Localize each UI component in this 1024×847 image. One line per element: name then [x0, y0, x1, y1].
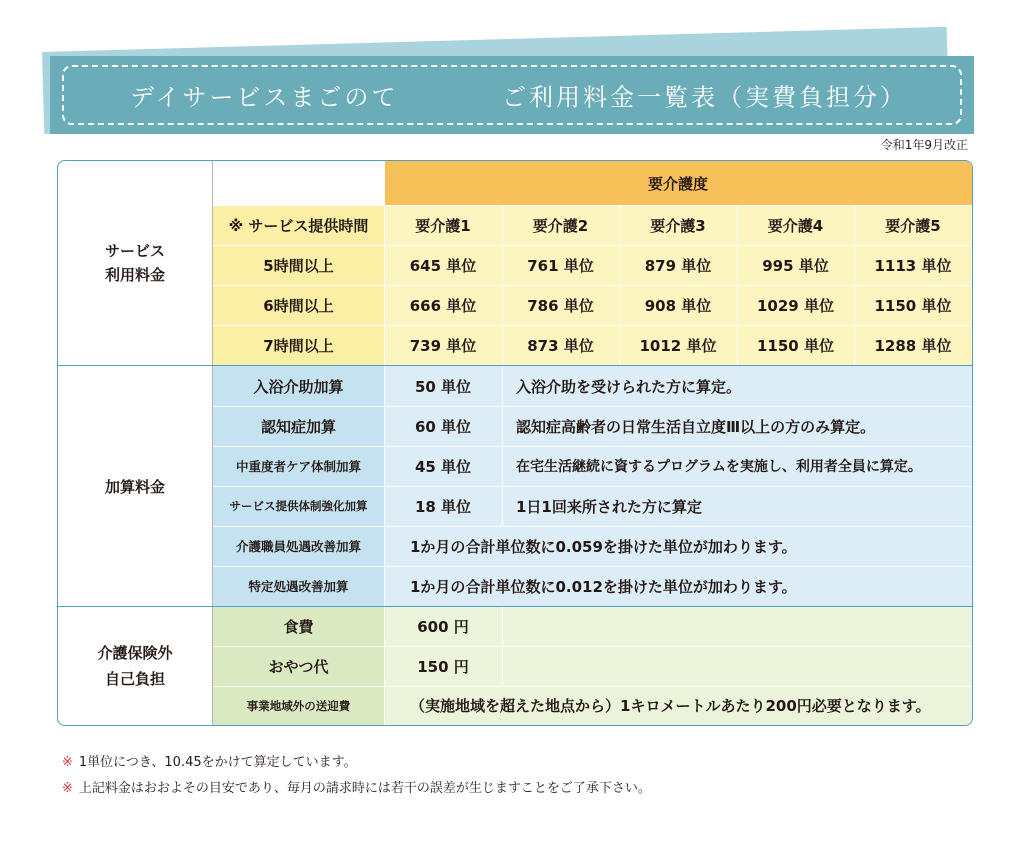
addon-description: 在宅生活継続に資するプログラムを実施し、利用者全員に算定。 [502, 446, 972, 486]
note-text: 上記料金はおおよその目安であり、毎月の請求時には若干の誤差が生じますことをご了承下さい。 [78, 781, 651, 796]
addon-description: 1か月の合計単位数に0.012を掛けた単位が加わります。 [384, 566, 972, 606]
fee-cell: 995 単位 [737, 245, 854, 285]
time-header: ※ サービス提供時間 [213, 205, 384, 245]
fee-table [57, 160, 973, 726]
addon-description: 1日1回来所された方に算定 [502, 486, 972, 526]
grid-line [213, 205, 972, 206]
page-title: ご利用料金一覧表（実費負担分） [502, 83, 907, 112]
expense-price: 150 円 [384, 646, 502, 686]
note-mark: ※ [62, 781, 73, 796]
level-header-1: 要介護1 [384, 205, 502, 245]
section-divider [58, 365, 972, 366]
expense-blank [502, 646, 972, 686]
fee-cell: 879 単位 [619, 245, 737, 285]
fee-cell: 1150 単位 [737, 325, 854, 365]
addon-description: 認知症高齢者の日常生活自立度Ⅲ以上の方のみ算定。 [502, 406, 972, 446]
fee-cell: 645 単位 [384, 245, 502, 285]
addon-units: 18 単位 [384, 486, 502, 526]
grid-line [213, 285, 972, 286]
fee-cell: 739 単位 [384, 325, 502, 365]
grid-line [213, 486, 972, 487]
expense-name: 食費 [213, 607, 384, 646]
section-label-out-of-insurance: 介護保険外 自己負担 [97, 643, 173, 688]
title-banner [50, 56, 974, 134]
note-1 [62, 751, 357, 770]
addon-description: 1か月の合計単位数に0.059を掛けた単位が加わります。 [384, 526, 972, 566]
level-header-4: 要介護4 [737, 205, 854, 245]
section-label-service-fee: サービス 利用料金 [104, 242, 165, 284]
expense-name: おやつ代 [213, 646, 384, 686]
expense-name: 事業地域外の送迎費 [213, 686, 384, 725]
level-header-5: 要介護5 [854, 205, 972, 245]
addon-name: 介護職員処遇改善加算 [213, 526, 384, 566]
time-row-label: 6時間以上 [213, 285, 384, 325]
addon-description: 入浴介助を受けられた方に算定。 [502, 366, 972, 406]
expense-price: 600 円 [384, 607, 502, 646]
grid-line [213, 406, 972, 407]
fee-cell: 1012 単位 [619, 325, 737, 365]
grid-line [213, 646, 972, 647]
fee-cell: 786 単位 [502, 285, 619, 325]
time-row-label: 5時間以上 [213, 245, 384, 285]
addon-name: 認知症加算 [213, 406, 384, 446]
level-header-3: 要介護3 [619, 205, 737, 245]
addon-name: 入浴介助加算 [213, 366, 384, 406]
addon-name: 特定処遇改善加算 [213, 566, 384, 606]
fee-cell: 1113 単位 [854, 245, 972, 285]
expense-description: （実施地域を超えた地点から）1キロメートルあたり200円必要となります。 [384, 686, 972, 725]
care-level-header: 要介護度 [384, 161, 972, 205]
addon-name: サービス提供体制強化加算 [213, 486, 384, 526]
grid-line [213, 446, 972, 447]
grid-line [213, 325, 972, 326]
note-2 [62, 777, 651, 796]
fee-cell: 873 単位 [502, 325, 619, 365]
fee-cell: 1150 単位 [854, 285, 972, 325]
expense-blank [502, 607, 972, 646]
revision-date: 令和1年9月改正 [880, 138, 968, 152]
addon-units: 60 単位 [384, 406, 502, 446]
title-banner-dashed-border [62, 65, 962, 125]
level-header-2: 要介護2 [502, 205, 619, 245]
addon-name: 中重度者ケア体制加算 [213, 446, 384, 486]
grid-line [213, 526, 972, 527]
fee-cell: 761 単位 [502, 245, 619, 285]
section-label-additional-fee: 加算料金 [104, 477, 165, 496]
blank-corner-cell [213, 161, 384, 205]
addon-units: 45 単位 [384, 446, 502, 486]
fee-cell: 1029 単位 [737, 285, 854, 325]
fee-cell: 908 単位 [619, 285, 737, 325]
fee-cell: 666 単位 [384, 285, 502, 325]
fee-cell: 1288 単位 [854, 325, 972, 365]
addon-units: 50 単位 [384, 366, 502, 406]
grid-line [213, 566, 972, 567]
grid-line [213, 245, 972, 246]
note-text: 1単位につき、10.45をかけて算定しています。 [78, 755, 357, 770]
section-divider [58, 606, 972, 607]
grid-line [213, 686, 972, 687]
note-mark: ※ [62, 755, 73, 770]
time-row-label: 7時間以上 [213, 325, 384, 365]
facility-name: デイサービスまごのて [130, 83, 399, 112]
